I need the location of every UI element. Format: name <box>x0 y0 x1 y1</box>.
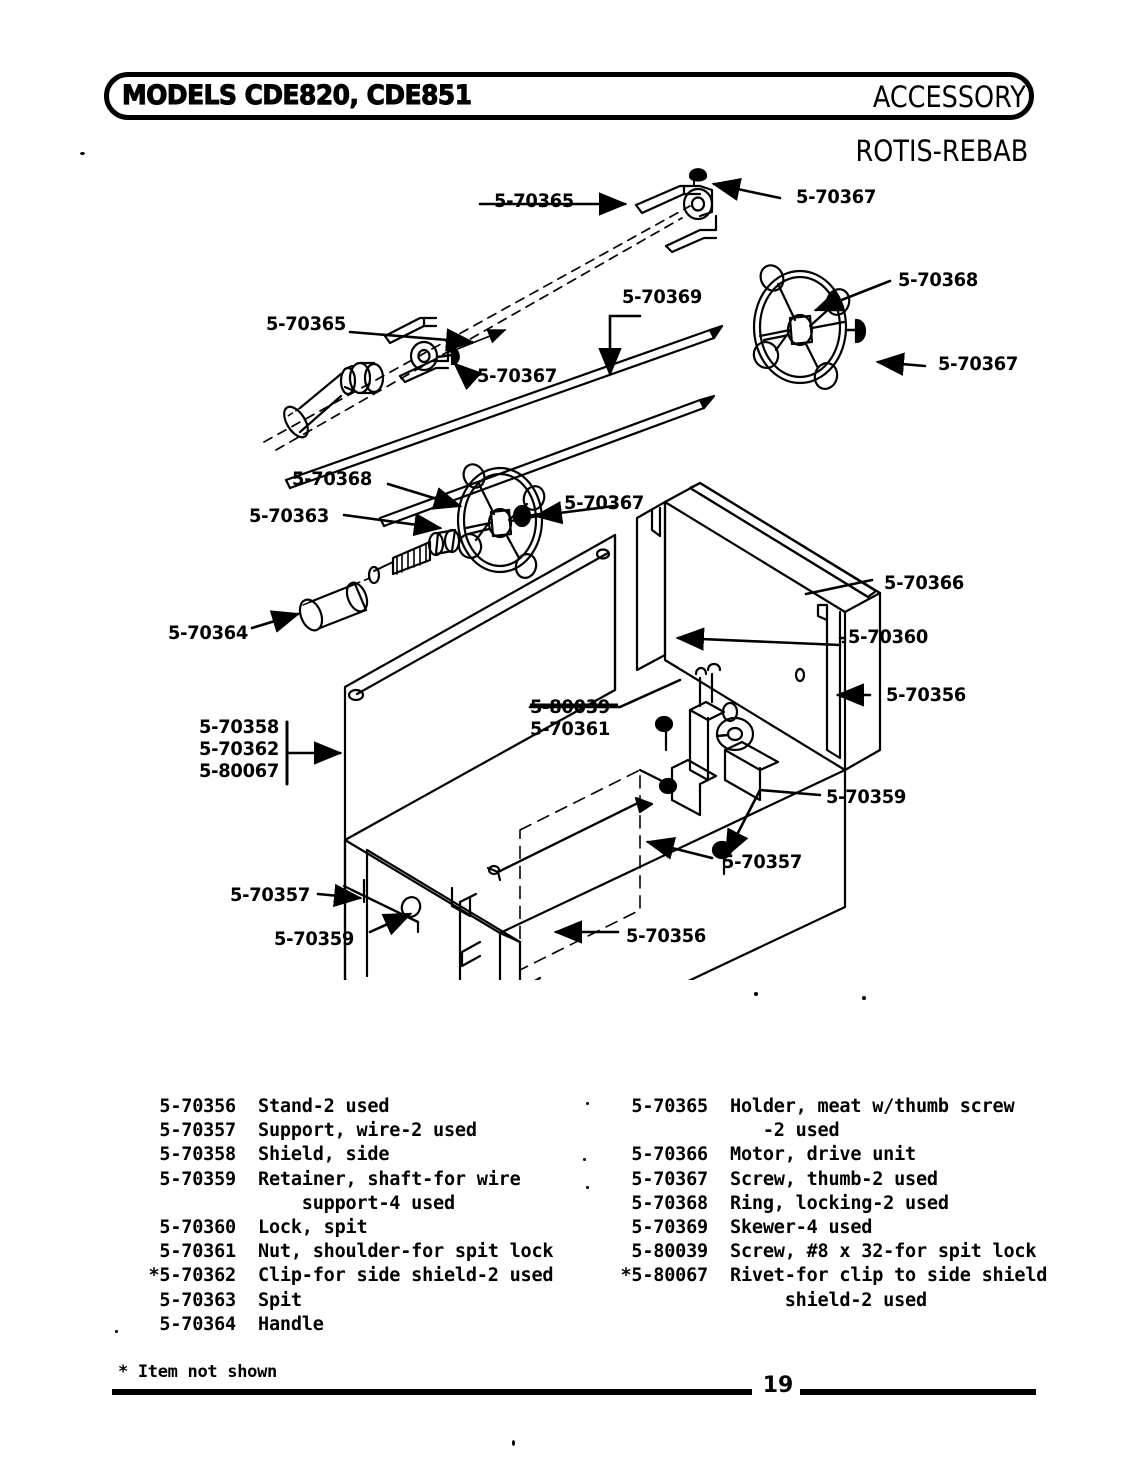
part-description: Nut, shoulder-for spit lock <box>258 1241 554 1263</box>
callout-5-70369-skewer: 5-70369 <box>622 286 703 308</box>
footnote-item-not-shown: * Item not shown <box>118 1362 277 1382</box>
part-number: 5-70357 <box>159 1120 236 1142</box>
part-description-continued: -2 used <box>730 1120 840 1142</box>
parts-row <box>128 1289 558 1313</box>
motor-drive-unit <box>656 664 778 874</box>
callout-5-70367-right-ring: 5-70367 <box>938 353 1019 375</box>
callout-5-70359-left: 5-70359 <box>274 928 355 950</box>
scan-speck <box>586 1186 589 1189</box>
parts-row <box>128 1216 558 1240</box>
parts-row <box>128 1095 558 1119</box>
part-number: 5-70364 <box>159 1313 236 1335</box>
parts-row-continuation <box>600 1289 1060 1313</box>
part-number: 5-70366 <box>631 1144 708 1166</box>
left-collar-tube <box>279 363 383 441</box>
part-description-continued: shield-2 used <box>730 1289 927 1311</box>
parts-row <box>600 1264 1060 1288</box>
parts-row <box>128 1143 558 1167</box>
part-description: Ring, locking-2 used <box>730 1192 949 1214</box>
header-subtitle: ROTIS-REBAB <box>855 134 1028 168</box>
parts-row <box>128 1168 558 1192</box>
callout-5-70368-right: 5-70368 <box>898 269 979 291</box>
scan-speck <box>754 992 758 996</box>
skewers <box>286 326 722 526</box>
part-description: Clip-for side shield-2 used <box>258 1265 554 1287</box>
spit-and-handle <box>296 530 459 634</box>
callout-5-70362: 5-70362 <box>199 738 280 760</box>
callout-5-70367-left-holder: 5-70367 <box>477 365 558 387</box>
part-description: Support, wire-2 used <box>258 1120 477 1142</box>
part-description: Motor, drive unit <box>730 1144 916 1166</box>
scan-speck <box>512 1440 515 1446</box>
part-description: Holder, meat w/thumb screw <box>730 1096 1015 1117</box>
part-number: 5-70367 <box>631 1168 708 1190</box>
parts-row <box>600 1192 1060 1216</box>
callout-5-70356-bottom: 5-70356 <box>626 925 707 947</box>
callout-5-70357-right: 5-70357 <box>722 851 803 873</box>
parts-row <box>128 1264 558 1288</box>
header-section-label: ACCESSORY <box>873 80 1026 114</box>
part-description-continued: support-4 used <box>258 1192 455 1214</box>
scan-speck <box>862 996 866 1000</box>
parts-list-right-column <box>600 1095 1060 1313</box>
parts-row <box>600 1168 1060 1192</box>
parts-row <box>600 1143 1060 1167</box>
part-description: Retainer, shaft-for wire <box>258 1168 521 1190</box>
locking-ring-center <box>456 461 560 580</box>
part-number: 5-80039 <box>631 1241 708 1263</box>
part-description: Rivet-for clip to side shield <box>730 1265 1048 1287</box>
scan-speck <box>586 1102 589 1105</box>
callout-5-70365-upper: 5-70365 <box>494 190 575 212</box>
page-number: 19 <box>762 1373 794 1398</box>
part-number: *5-70362 <box>148 1265 236 1287</box>
callout-5-70368-center: 5-70368 <box>292 468 373 490</box>
part-number: 5-70368 <box>631 1192 708 1214</box>
part-description: Stand-2 used <box>258 1096 390 1117</box>
part-number: 5-70356 <box>159 1096 236 1117</box>
callout-5-70367-upper: 5-70367 <box>796 186 877 208</box>
part-description: Handle <box>258 1313 324 1335</box>
callout-5-70363-spit: 5-70363 <box>249 505 330 527</box>
parts-row <box>600 1240 1060 1264</box>
parts-row <box>600 1095 1060 1119</box>
part-description: Shield, side <box>258 1144 390 1166</box>
meat-holder-lower <box>385 318 459 382</box>
page-title-models: MODELS CDE820, CDE851 <box>122 80 472 111</box>
parts-list-left-column <box>128 1095 558 1337</box>
meat-holder-upper <box>636 169 716 252</box>
callout-5-70364-handle: 5-70364 <box>168 622 249 644</box>
part-description: Lock, spit <box>258 1217 368 1239</box>
scan-speck <box>80 152 85 155</box>
callout-5-70359-right: 5-70359 <box>826 786 907 808</box>
part-number: *5-80067 <box>620 1265 708 1287</box>
callout-5-70367-center: 5-70367 <box>564 492 645 514</box>
part-number: 5-70359 <box>159 1168 236 1190</box>
part-description: Screw, thumb-2 used <box>730 1168 938 1190</box>
wire-support-lower-left <box>344 880 423 932</box>
part-number: 5-70361 <box>159 1241 236 1263</box>
part-description: Screw, #8 x 32-for spit lock <box>730 1241 1037 1263</box>
callout-5-70361: 5-70361 <box>530 718 611 740</box>
part-description: Spit <box>258 1289 302 1311</box>
part-number: 5-70363 <box>159 1289 236 1311</box>
footer-rule-right <box>800 1389 1036 1395</box>
callout-5-70356-right: 5-70356 <box>886 684 967 706</box>
parts-row <box>128 1313 558 1337</box>
callout-5-70365-lower: 5-70365 <box>266 313 347 335</box>
part-number: 5-70360 <box>159 1217 236 1239</box>
parts-row <box>600 1216 1060 1240</box>
callout-5-70358: 5-70358 <box>199 716 280 738</box>
parts-row-continuation <box>600 1119 1060 1143</box>
part-number: 5-70358 <box>159 1144 236 1166</box>
part-number: 5-70369 <box>631 1217 708 1239</box>
locking-ring-right <box>751 262 865 392</box>
footer-rule-left <box>112 1389 752 1395</box>
parts-list <box>0 1095 1136 1335</box>
scan-speck <box>583 1158 586 1161</box>
callout-5-70366-motor: 5-70366 <box>884 572 965 594</box>
parts-row <box>128 1240 558 1264</box>
parts-row-continuation <box>128 1192 558 1216</box>
part-number: 5-70365 <box>631 1096 708 1117</box>
callout-5-70357-left: 5-70357 <box>230 884 311 906</box>
callout-5-80067: 5-80067 <box>199 760 280 782</box>
parts-row <box>128 1119 558 1143</box>
scan-speck <box>115 1330 118 1333</box>
callout-5-70360-spit-lock: 5-70360 <box>848 626 929 648</box>
callout-5-80039: 5-80039 <box>530 696 611 718</box>
part-description: Skewer-4 used <box>730 1217 873 1239</box>
